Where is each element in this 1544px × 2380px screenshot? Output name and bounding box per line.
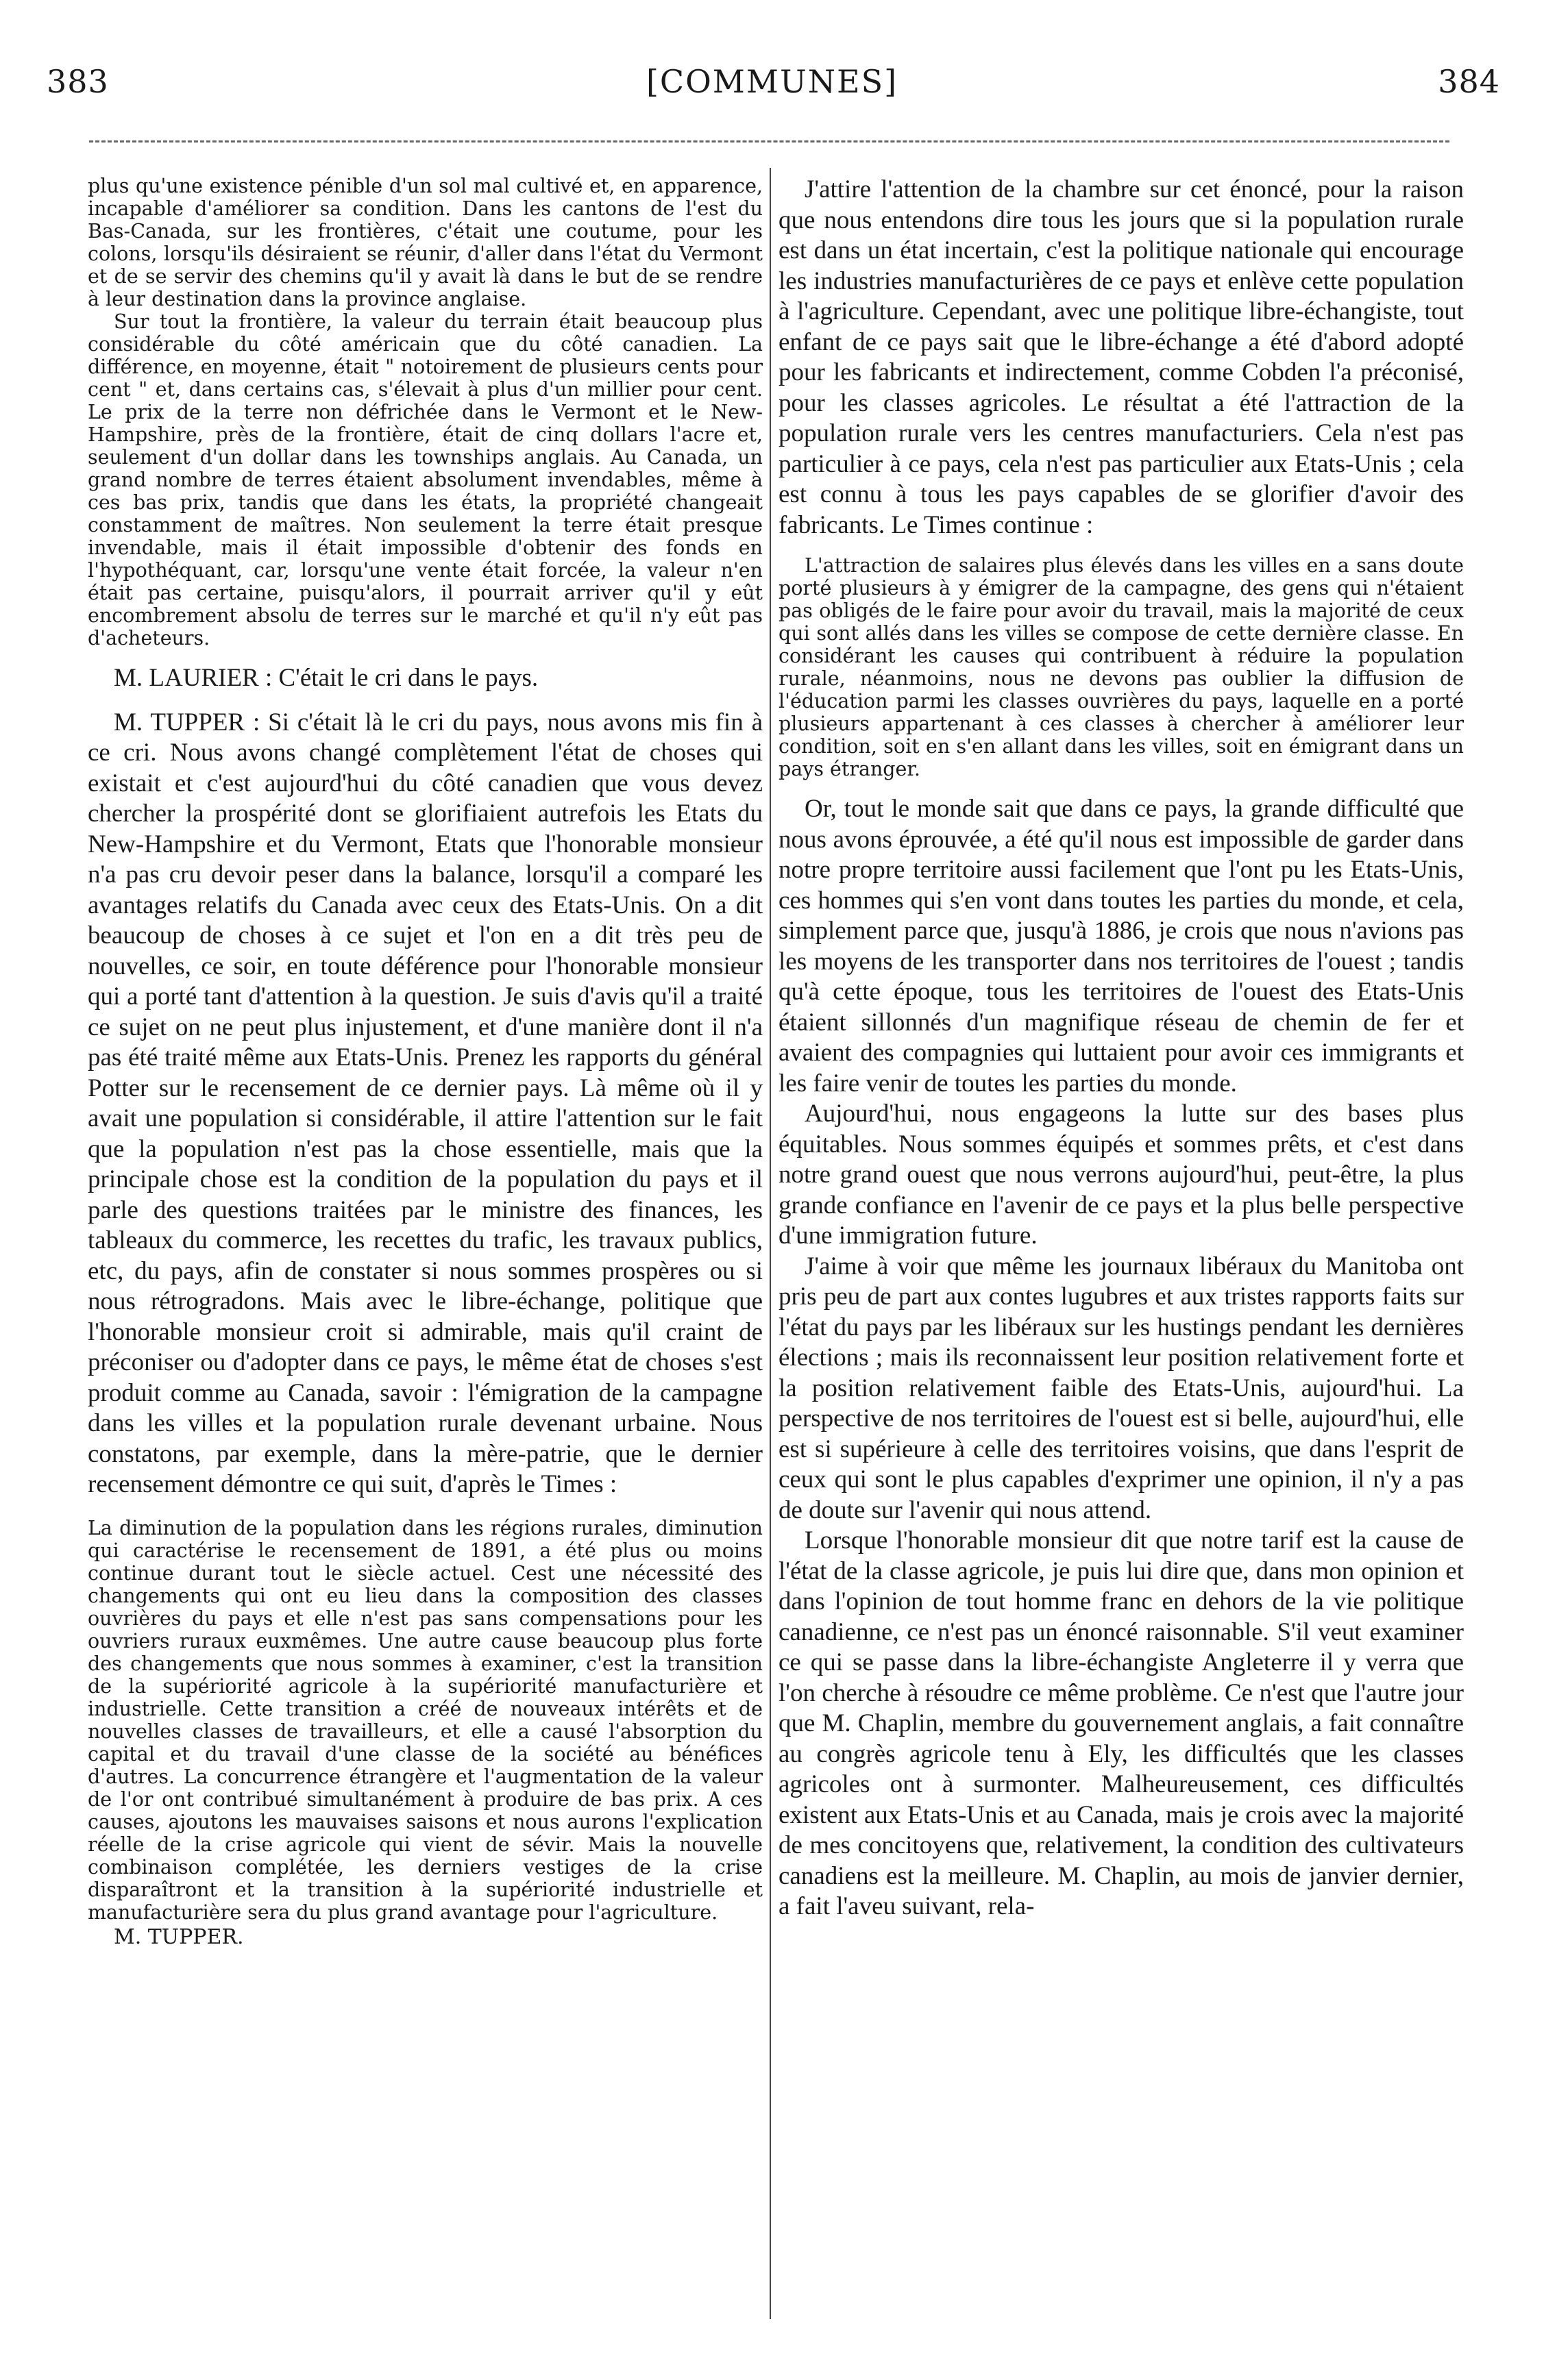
- speech-paragraph: J'aime à voir que même les journaux libéraux du Manitoba ont pris peu de part aux contes lugubres et aux tristes rapports faits sur l'état du pays par les libéraux sur les hustings pendant les dernières élections ; mais ils reconnaissent leur position relativement forte et la position relativement faible des Etats-Unis, aujourd'hui. La perspective de nos territoires de l'ouest est si belle, aujourd'hui, elle est si supérieure à celle des territoires voisins, que dans l'esprit de ceux qui sont le plus capables d'exprimer une opinion, il n'y a pas de doute sur l'avenir qui nous attend.: [779, 1252, 1464, 1524]
- speech-paragraph: Lorsque l'honorable monsieur dit que notre tarif est la cause de l'état de la classe agricole, je puis lui dire que, dans mon opinion et dans l'opinion de tout homme franc en dehors de la vie politique canadienne, ce n'est pas un énoncé raisonnable. S'il veut examiner ce qui se passe dans la libre-échangiste Angleterre il y verra que l'on cherche à résoudre ce même problème. Ce n'est que l'autre jour que M. Chaplin, membre du gouvernement anglais, a fait connaître au congrès agricole tenu à Ely, les difficultés que les classes agricoles ont à surmonter. Malheureusement, ces difficultés existent aux Etats-Unis et au Canada, mais je crois avec la majorité de mes concitoyens que, relativement, la condition des cultivateurs canadiens est la meilleure. M. Chaplin, au mois de janvier dernier, a fait l'aveu suivant, rela-: [779, 1526, 1464, 1920]
- page-header: [0, 0, 1544, 137]
- left-column: [88, 175, 763, 1950]
- laurier-interjection: M. LAURIER : C'était le cri dans le pays.: [114, 664, 539, 692]
- right-column: [779, 175, 1464, 1922]
- speech-paragraph: Aujourd'hui, nous engageons la lutte sur des bases plus équitables. Nous sommes équipés et sommes prêts, et c'est dans notre grand ouest que nous verrons aujourd'hui, peut-être, la plus grande confiance en l'avenir de ce pays et la plus belle perspective d'une immigration future.: [779, 1100, 1464, 1250]
- speech-paragraph: Or, tout le monde sait que dans ce pays, la grande difficulté que nous avons éprouvée, a été qu'il nous est impossible de garder dans notre propre territoire aussi facilement que l'ont pu les Etats-Unis, ces hommes qui s'en vont dans toutes les parties du monde, et cela, simplement parce que, jusqu'à 1886, je crois que nous n'avions pas les moyens de les transporter dans nos territoires de l'ouest ; tandis qu'à cette époque, tous les territoires de l'ouest des Etats-Unis étaient sillonnés d'un magnifique réseau de chemin de fer et avaient des compagnies qui luttaient pour avoir ces immigrants et les faire venir de toutes les parties du monde.: [779, 795, 1464, 1098]
- column-divider: [770, 168, 771, 2319]
- tupper-speech-paragraph: M. TUPPER : Si c'était là le cri du pays, nous avons mis fin à ce cri. Nous avons changé complètement l'état de choses qui existait et c'est aujourd'hui du côté canadien que vous devez chercher la prospérité dont se glorifiaient autrefois les Etats du New-Hampshire et du Vermont, Etats que l'honorable monsieur n'a pas cru devoir peser dans la balance, lorsqu'il a comparé les avantages relatifs du Canada avec ceux des Etats-Unis. On a dit beaucoup de choses à ce sujet et l'on en a dit très peu de nouvelles, ce soir, en toute déférence pour l'honorable monsieur qui a porté tant d'attention à la question. Je suis d'avis qu'il a traité ce sujet on ne peut plus injustement, et d'une manière dont il n'a pas été traité même aux Etats-Unis. Prenez les rapports du général Potter sur le recensement de ce dernier pays. Là même où il y avait une population si considérable, il attire l'attention sur le fait que la population n'est pas la chose essentielle, mais que la principale chose est la condition de la population du pays et il parle des questions traitées par le ministre des finances, les tableaux du commerce, les recettes du trafic, les travaux publics, etc, du pays, afin de constater si nous sommes prospères ou si nous rétrogradons. Mais avec le libre-échange, politique que l'honorable monsieur croit si admirable, mais qu'il craint de préconiser ou d'adopter dans ce pays, le même état de choses s'est produit comme au Canada, savoir : l'émigration de la campagne dans les villes et la population rurale devenant urbaine. Nous constatons, par exemple, dans la mère-patrie, que le dernier recensement démontre ce qui suit, d'après le Times :: [88, 708, 763, 1498]
- header-rule: [89, 140, 1449, 142]
- running-title: [COMMUNES]: [646, 63, 898, 100]
- quote-continuation-paragraph: Sur tout la frontière, la valeur du terrain était beaucoup plus considérable du côté américain que du côté canadien. La différence, en moyenne, était " notoirement de plusieurs cents pour cent " et, dans certains cas, s'élevait à plus d'un millier pour cent. Le prix de la terre non défrichée dans le Vermont et le New-Hampshire, près de la frontière, était de cinq dollars l'acre et, seulement d'un dollar dans les townships anglais. Au Canada, un grand nombre de terres étaient absolument invendables, même à ces bas prix, tandis que dans les états, la propriété changeait constamment de maîtres. Non seulement la terre était presque invendable, mais il était impossible d'obtenir des fonds en l'hypothéquant, car, lorsqu'une vente était forcée, la valeur n'en était pas certaine, puisqu'alors, il pourrait arriver qu'il y eût encombrement absolu de terres sur le marché et qu'il n'y eût pas d'acheteurs.: [88, 310, 763, 649]
- right-page-number: 384: [1438, 63, 1500, 100]
- quote-continuation-paragraph: plus qu'une existence pénible d'un sol mal cultivé et, en apparence, incapable d'améliorer sa condition. Dans les cantons de l'est du Bas-Canada, sur les frontières, c'était une coutume, pour les colons, lorsqu'ils désiraient se réunir, d'aller dans l'état du Vermont et de se servir des chemins qu'il y avait là dans le but de se rendre à leur destination dans la province anglaise.: [88, 175, 763, 310]
- times-quotation: La diminution de la population dans les régions rurales, diminution qui caractérise le recensement de 1891, a été plus ou moins continue durant tout le siècle actuel. Cest une nécessité des changements qui ont eu lieu dans la composition des classes ouvrières du pays et elle n'est pas sans compensations pour les ouvriers ruraux euxmêmes. Une autre cause beaucoup plus forte des changements que nous sommes à examiner, c'est la transition de la supériorité agricole à la supériorité manufacturière et industrielle. Cette transition a créé de nouveaux intérêts et de nouvelles classes de travailleurs, et elle a causé l'absorption du capital et du travail d'une classe de la société au bénéfices d'autres. La concurrence étrangère et l'augmentation de la valeur de l'or ont contribué simultanément à produire de bas prix. A ces causes, ajoutons les mauvaises saisons et nous aurons l'explication réelle de la crise agricole qui vient de sévir. Mais la nouvelle combinaison complétée, les derniers vestiges de la crise disparaîtront et la transition à la supériorité industrielle et manufacturière sera du plus grand avantage pour l'agriculture.: [88, 1516, 763, 1924]
- left-page-number: 383: [47, 63, 109, 100]
- times-quotation: L'attraction de salaires plus élevés dans les villes en a sans doute porté plusieurs à y émigrer de la campagne, des gens qui n'étaient pas obligés de le faire pour avoir du travail, mais la majorité de ceux qui sont allés dans les villes se compose de cette dernière classe. En considérant les causes qui contribuent à réduire la population rurale, néanmoins, nous ne devons pas oublier la diffusion de l'éducation parmi les classes ouvrières du pays, laquelle en a porté plusieurs appartenant à ces classes à chercher à améliorer leur condition, soit en s'en allant dans les villes, soit en émigrant dans un pays étranger.: [779, 554, 1464, 780]
- signature: M. TUPPER.: [114, 1924, 244, 1949]
- speech-paragraph: J'attire l'attention de la chambre sur cet énoncé, pour la raison que nous entendons dire tous les jours que si la population rurale est dans un état incertain, c'est la politique nationale qui encourage les industries manufacturières de ce pays et enlève cette population à l'agriculture. Cependant, avec une politique libre-échangiste, tout enfant de ce pays sait que le libre-échange a été d'abord adopté pour les fabricants et indirectement, comme Cobden l'a préconisé, pour les classes agricoles. Le résultat a été l'attraction de la population rurale vers les centres manufacturiers. Cela n'est pas particulier à ce pays, cela n'est pas particulier aux Etats-Unis ; cela est connu à tous les pays capables de se glorifier d'avoir des fabricants. Le Times continue :: [779, 175, 1464, 539]
